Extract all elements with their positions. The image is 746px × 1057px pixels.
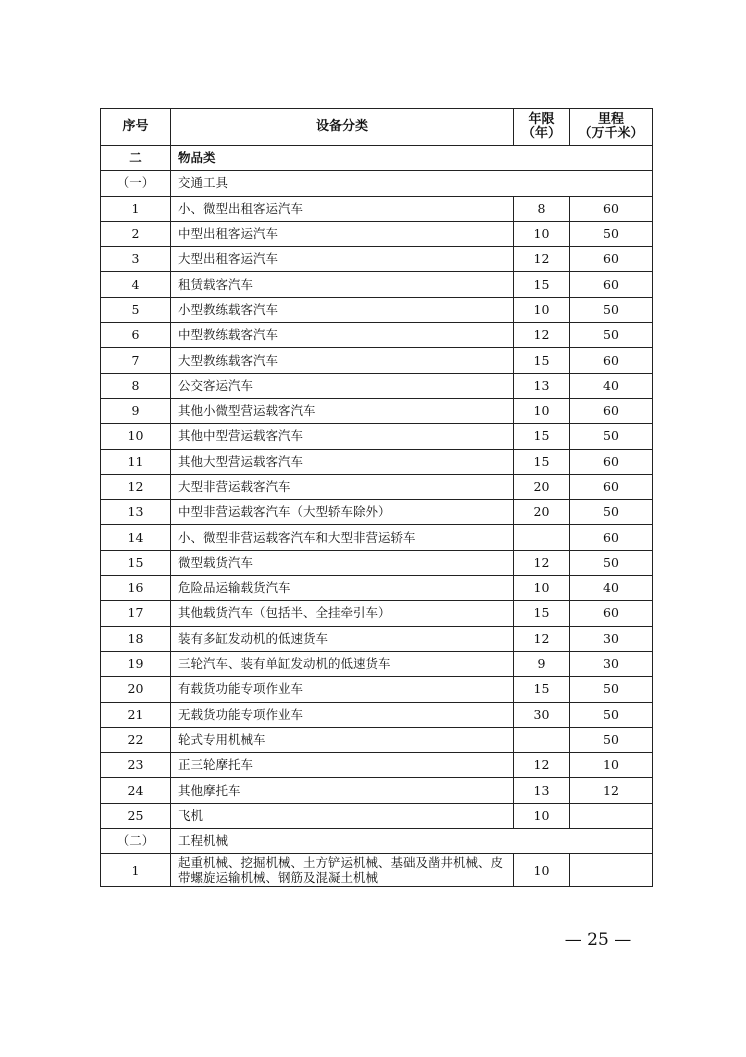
- category-row: [101, 146, 653, 171]
- row-years: 15: [514, 272, 570, 297]
- row-years: 20: [514, 500, 570, 525]
- table-row: [101, 702, 653, 727]
- row-mileage: 50: [570, 500, 653, 525]
- row-mileage: 60: [570, 398, 653, 423]
- table-row: [101, 601, 653, 626]
- row-number: 25: [101, 803, 171, 828]
- row-mileage: 10: [570, 753, 653, 778]
- row-mileage: [570, 803, 653, 828]
- table-row: [101, 348, 653, 373]
- row-mileage: 60: [570, 272, 653, 297]
- table-row: [101, 221, 653, 246]
- row-number: 17: [101, 601, 171, 626]
- row-equipment-name: 有载货功能专项作业车: [171, 677, 514, 702]
- row-mileage: 60: [570, 525, 653, 550]
- row-number: 9: [101, 398, 171, 423]
- table-row: [101, 373, 653, 398]
- table-body: [101, 146, 653, 887]
- row-mileage: [570, 854, 653, 887]
- table-row: [101, 247, 653, 272]
- row-number: 18: [101, 626, 171, 651]
- row-equipment-name: 小、微型非营运载客汽车和大型非营运轿车: [171, 525, 514, 550]
- row-years: 10: [514, 854, 570, 887]
- table-row: [101, 854, 653, 887]
- row-category-name: 物品类: [171, 146, 653, 171]
- row-number: 二: [101, 146, 171, 171]
- row-number: （一）: [101, 171, 171, 196]
- row-equipment-name: 其他大型营运载客汽车: [171, 449, 514, 474]
- row-number: 11: [101, 449, 171, 474]
- row-equipment-name: 中型出租客运汽车: [171, 221, 514, 246]
- row-equipment-name: 三轮汽车、装有单缸发动机的低速货车: [171, 651, 514, 676]
- table-row: [101, 474, 653, 499]
- row-years: 30: [514, 702, 570, 727]
- row-mileage: 60: [570, 449, 653, 474]
- row-mileage: 50: [570, 221, 653, 246]
- table-row: [101, 576, 653, 601]
- row-number: 4: [101, 272, 171, 297]
- row-equipment-name: 其他小微型营运载客汽车: [171, 398, 514, 423]
- table-row: [101, 449, 653, 474]
- row-mileage: 60: [570, 196, 653, 221]
- row-years: 12: [514, 753, 570, 778]
- row-number: （二）: [101, 829, 171, 854]
- row-mileage: 30: [570, 651, 653, 676]
- row-equipment-name: 微型载货汽车: [171, 550, 514, 575]
- row-number: 7: [101, 348, 171, 373]
- row-equipment-name: 危险品运输载货汽车: [171, 576, 514, 601]
- row-years: 15: [514, 677, 570, 702]
- table-row: [101, 803, 653, 828]
- header-mileage: [570, 109, 653, 146]
- table-row: [101, 651, 653, 676]
- row-mileage: 50: [570, 424, 653, 449]
- table-row: [101, 297, 653, 322]
- table-row: [101, 727, 653, 752]
- row-years: [514, 727, 570, 752]
- header-years: [514, 109, 570, 146]
- row-equipment-name: 小、微型出租客运汽车: [171, 196, 514, 221]
- row-equipment-name: 无载货功能专项作业车: [171, 702, 514, 727]
- row-years: 10: [514, 803, 570, 828]
- row-number: 5: [101, 297, 171, 322]
- row-years: 13: [514, 373, 570, 398]
- row-years: 13: [514, 778, 570, 803]
- row-equipment-name: 小型教练载客汽车: [171, 297, 514, 322]
- row-equipment-name: 其他载货汽车（包括半、全挂牵引车）: [171, 601, 514, 626]
- table-row: [101, 424, 653, 449]
- row-mileage: 50: [570, 677, 653, 702]
- header-category: 设备分类: [171, 109, 514, 146]
- row-mileage: 30: [570, 626, 653, 651]
- row-category-name: 工程机械: [171, 829, 653, 854]
- row-number: 22: [101, 727, 171, 752]
- table-row: [101, 196, 653, 221]
- row-equipment-name: 轮式专用机械车: [171, 727, 514, 752]
- table-row: [101, 550, 653, 575]
- row-years: 15: [514, 449, 570, 474]
- row-equipment-name: 正三轮摩托车: [171, 753, 514, 778]
- row-mileage: 50: [570, 297, 653, 322]
- row-equipment-name: 中型教练载客汽车: [171, 323, 514, 348]
- row-number: 21: [101, 702, 171, 727]
- row-number: 13: [101, 500, 171, 525]
- header-years-label: 年限: [528, 112, 555, 127]
- row-mileage: 12: [570, 778, 653, 803]
- row-number: 6: [101, 323, 171, 348]
- row-number: 15: [101, 550, 171, 575]
- table-row: [101, 753, 653, 778]
- row-mileage: 50: [570, 727, 653, 752]
- row-years: 10: [514, 221, 570, 246]
- row-category-name: 交通工具: [171, 171, 653, 196]
- table-row: [101, 323, 653, 348]
- table-row: [101, 272, 653, 297]
- row-years: 9: [514, 651, 570, 676]
- row-years: 10: [514, 398, 570, 423]
- row-equipment-name: 租赁载客汽车: [171, 272, 514, 297]
- row-years: 12: [514, 247, 570, 272]
- row-equipment-name: 其他中型营运载客汽车: [171, 424, 514, 449]
- row-number: 3: [101, 247, 171, 272]
- row-years: 12: [514, 550, 570, 575]
- row-years: 15: [514, 348, 570, 373]
- row-equipment-name: 其他摩托车: [171, 778, 514, 803]
- header-mileage-label: 里程: [597, 112, 624, 127]
- row-number: 10: [101, 424, 171, 449]
- row-equipment-name: 大型教练载客汽车: [171, 348, 514, 373]
- row-equipment-name: 大型非营运载客汽车: [171, 474, 514, 499]
- row-equipment-name: 飞机: [171, 803, 514, 828]
- subcategory-row: [101, 829, 653, 854]
- header-mileage-unit: （万千米）: [578, 126, 644, 141]
- row-number: 8: [101, 373, 171, 398]
- row-years: [514, 525, 570, 550]
- row-number: 24: [101, 778, 171, 803]
- row-number: 20: [101, 677, 171, 702]
- row-years: 12: [514, 323, 570, 348]
- table-row: [101, 778, 653, 803]
- row-years: 15: [514, 424, 570, 449]
- row-equipment-name: 公交客运汽车: [171, 373, 514, 398]
- table-row: [101, 626, 653, 651]
- table-header-row: [101, 109, 653, 146]
- row-equipment-name: 起重机械、挖掘机械、土方铲运机械、基础及凿井机械、皮带螺旋运输机械、钢筋及混凝土机械: [171, 854, 514, 887]
- header-years-unit: （年）: [521, 126, 561, 141]
- row-mileage: 50: [570, 702, 653, 727]
- row-mileage: 50: [570, 550, 653, 575]
- row-number: 14: [101, 525, 171, 550]
- row-equipment-name: 中型非营运载客汽车（大型轿车除外）: [171, 500, 514, 525]
- row-mileage: 50: [570, 323, 653, 348]
- row-mileage: 60: [570, 348, 653, 373]
- row-years: 15: [514, 601, 570, 626]
- row-years: 12: [514, 626, 570, 651]
- row-number: 2: [101, 221, 171, 246]
- row-mileage: 60: [570, 474, 653, 499]
- row-equipment-name: 大型出租客运汽车: [171, 247, 514, 272]
- row-number: 19: [101, 651, 171, 676]
- row-years: 10: [514, 297, 570, 322]
- row-years: 10: [514, 576, 570, 601]
- row-mileage: 60: [570, 601, 653, 626]
- table-row: [101, 500, 653, 525]
- row-number: 1: [101, 196, 171, 221]
- row-mileage: 40: [570, 576, 653, 601]
- subcategory-row: [101, 171, 653, 196]
- row-years: 8: [514, 196, 570, 221]
- table-row: [101, 525, 653, 550]
- equipment-table: [100, 108, 653, 887]
- row-mileage: 40: [570, 373, 653, 398]
- table-row: [101, 677, 653, 702]
- row-number: 12: [101, 474, 171, 499]
- row-years: 20: [514, 474, 570, 499]
- row-equipment-name: 装有多缸发动机的低速货车: [171, 626, 514, 651]
- table-row: [101, 398, 653, 423]
- page-number: — 25 —: [564, 930, 632, 950]
- row-mileage: 60: [570, 247, 653, 272]
- header-no: 序号: [101, 109, 171, 146]
- row-number: 1: [101, 854, 171, 887]
- row-number: 16: [101, 576, 171, 601]
- row-number: 23: [101, 753, 171, 778]
